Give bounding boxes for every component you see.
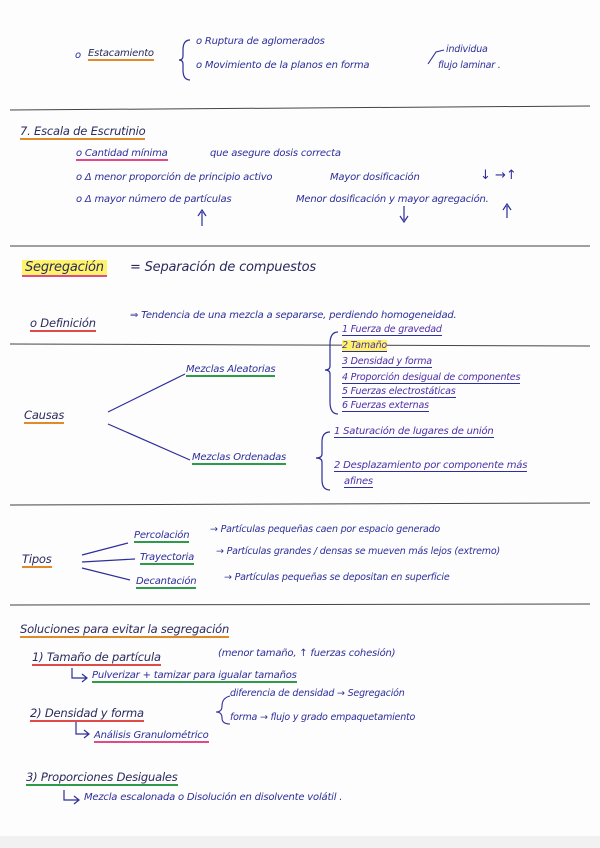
section-7-line-2b: Mayor dosificación (330, 172, 420, 183)
tipo-decantacion-desc: → Partículas pequeñas se depositan en superficie (224, 572, 450, 583)
estacamiento-option-1: o Ruptura de aglomerados (196, 36, 325, 47)
aleatorias-item: 4 Proporción desigual de componentes (342, 372, 521, 383)
segregacion-title-text: Segregación (22, 260, 107, 277)
solucion-1-action: Pulverizar + tamizar para igualar tamaños (92, 670, 297, 681)
ordenadas-item: 2 Desplazamiento por componente más (334, 460, 528, 471)
section-7-line-1a: o Cantidad mínima (76, 148, 168, 159)
segregacion-title (22, 260, 107, 275)
estacamiento-result-1: individua (446, 44, 488, 55)
tipo-trayectoria-desc: → Partículas grandes / densas se mueven más lejos (extremo) (216, 546, 500, 557)
bullet: o (75, 50, 81, 61)
aleatorias-item-text: 2 Tamaño (342, 340, 388, 351)
solucion-3-title: 3) Proporciones Desiguales (26, 770, 178, 784)
definicion-label: o Definición (30, 316, 96, 330)
solucion-2-form: forma → flujo y grado empaquetamiento (230, 712, 416, 723)
aleatorias-item (342, 340, 387, 352)
tipo-percolacion-desc: → Partículas pequeñas caen por espacio generado (210, 524, 441, 535)
soluciones-title: Soluciones para evitar la segregación (20, 622, 230, 636)
section-7-line-2a: o Δ menor proporción de principio activo (76, 172, 273, 183)
ordenadas-item-cont: afines (344, 476, 373, 487)
page-footer-bar (0, 836, 600, 848)
estacamiento-term: Estacamiento (88, 48, 154, 59)
section-7-line-3a: o Δ mayor número de partículas (76, 194, 232, 205)
tipos-label: Tipos (22, 552, 52, 566)
ordenadas-item: 1 Saturación de lugares de unión (334, 426, 494, 437)
section-7-line-1b: que asegure dosis correcta (210, 148, 341, 159)
aleatorias-item: 1 Fuerza de gravedad (342, 324, 442, 335)
aleatorias-item: 3 Densidad y forma (342, 356, 432, 367)
mezclas-ordenadas-label: Mezclas Ordenadas (192, 452, 287, 463)
causas-label: Causas (24, 408, 65, 422)
solucion-3-action: Mezcla escalonada o Disolución en disolvente volátil . (84, 792, 343, 803)
solucion-2-density: diferencia de densidad → Segregación (230, 688, 405, 699)
solucion-2-action: Análisis Granulométrico (94, 730, 209, 741)
segregacion-equals: = Separación de compuestos (130, 260, 316, 275)
estacamiento-option-2: o Movimiento de la planos en forma (196, 60, 370, 71)
section-7-title: 7. Escala de Escrutinio (20, 124, 146, 138)
mezclas-aleatorias-label: Mezclas Aleatorias (186, 364, 276, 375)
tipo-trayectoria: Trayectoria (140, 552, 194, 563)
solucion-1-title: 1) Tamaño de partícula (32, 650, 161, 664)
tipo-percolacion: Percolación (134, 530, 190, 541)
aleatorias-item: 6 Fuerzas externas (342, 400, 429, 411)
solucion-2-title: 2) Densidad y forma (30, 706, 144, 720)
estacamiento-result-2: flujo laminar . (438, 60, 501, 71)
definicion-text: ⇒ Tendencia de una mezcla a separarse, perdiendo homogeneidad. (130, 310, 457, 321)
tipo-decantacion: Decantación (136, 576, 197, 587)
arrow-down-up-icon: ↓ →↑ (480, 168, 517, 183)
solucion-1-note: (menor tamaño, ↑ fuerzas cohesión) (218, 648, 396, 659)
aleatorias-item: 5 Fuerzas electrostáticas (342, 386, 456, 397)
section-7-line-3b: Menor dosificación y mayor agregación. (296, 194, 489, 205)
